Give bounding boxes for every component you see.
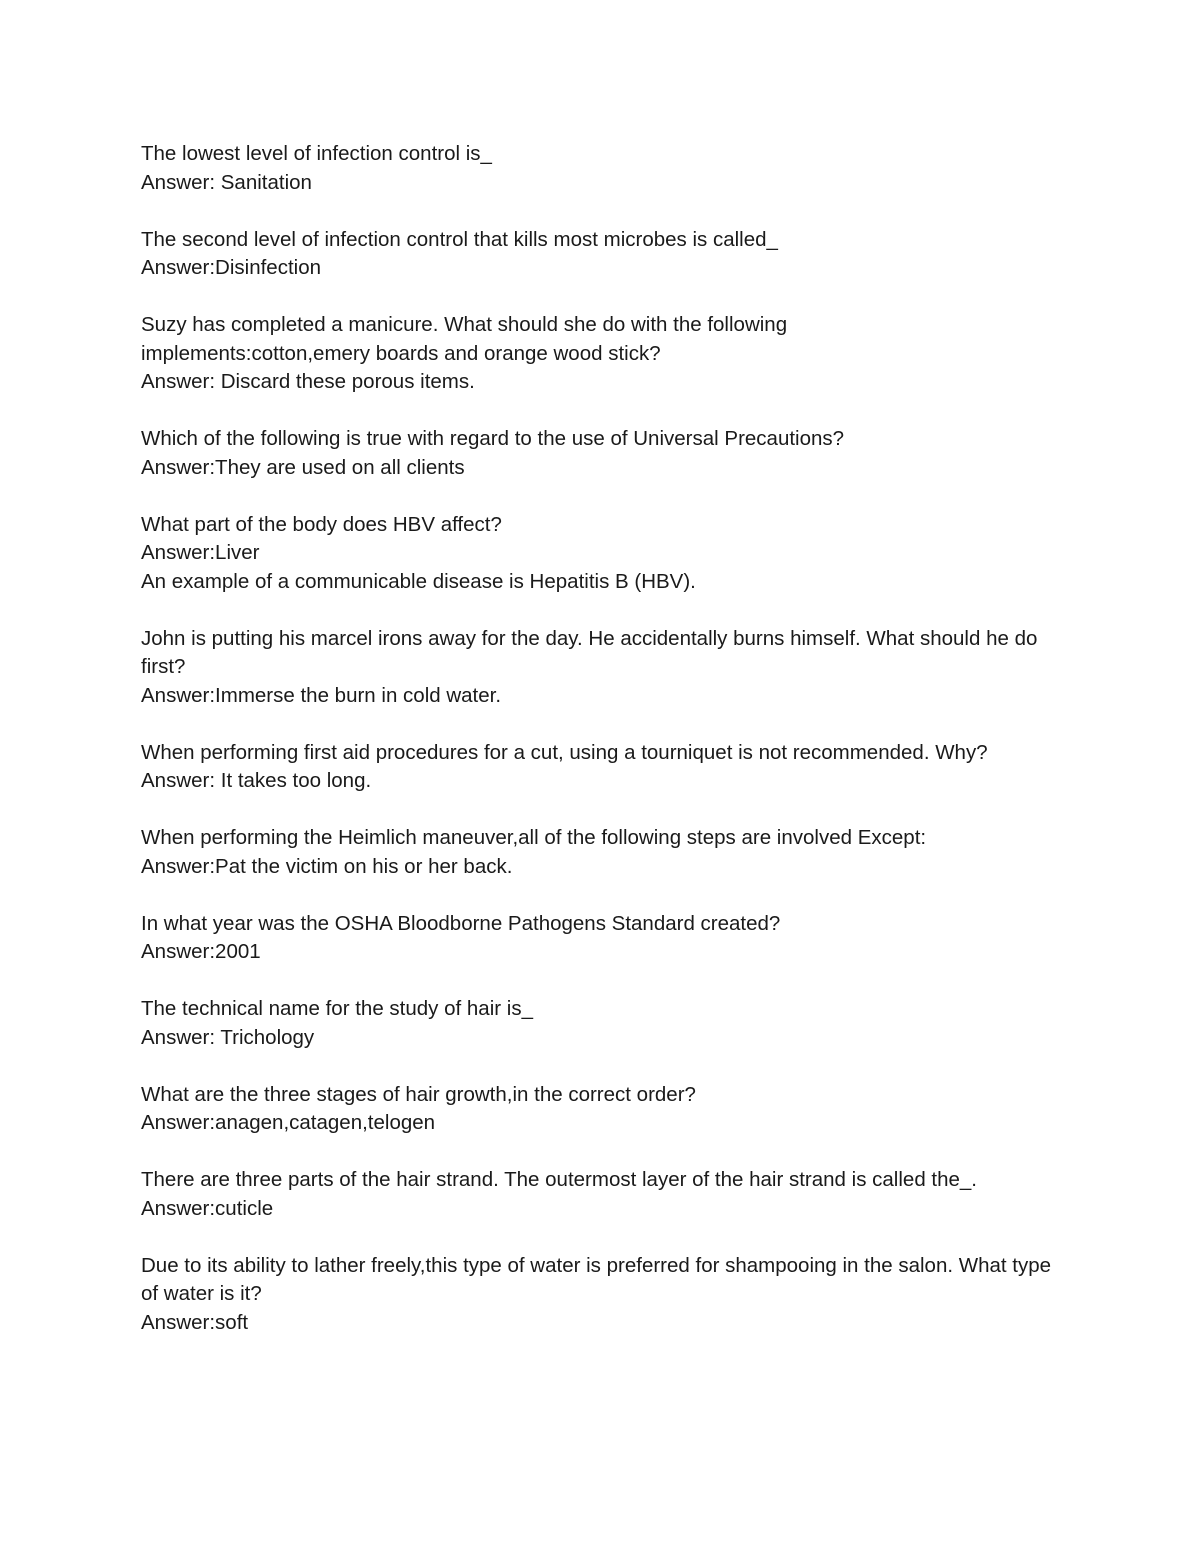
answer-text: Answer:cuticle — [141, 1196, 274, 1220]
qa-item-3 — [141, 311, 1071, 397]
answer-text: Answer: Trichology — [141, 1025, 315, 1049]
qa-item-1 — [141, 140, 1071, 197]
answer-text: Answer:2001 — [141, 940, 261, 963]
question-text: Which of the following is true with regard to the use of Universal Precautions? — [141, 427, 845, 450]
qa-item-2 — [141, 226, 1071, 283]
question-text: When performing first aid procedures for a cut, using a tourniquet is not recommended. Why? — [141, 740, 988, 764]
question-text: John is putting his marcel irons away for the day. He accidentally burns himself. What should he do first? — [141, 626, 1038, 678]
qa-item-4 — [141, 425, 1071, 482]
question-text: There are three parts of the hair strand. The outermost layer of the hair strand is called the_. — [141, 1168, 978, 1191]
answer-text: Answer:Liver — [141, 541, 260, 564]
question-text: What are the three stages of hair growth,in the correct order? — [141, 1082, 696, 1106]
answer-text: Answer: It takes too long. — [141, 769, 372, 792]
qa-item-8 — [141, 824, 1071, 881]
qa-item-9 — [141, 910, 1071, 967]
question-text: The lowest level of infection control is_ — [141, 142, 492, 165]
qa-item-5 — [141, 511, 1071, 597]
note-text: An example of a communicable disease is Hepatitis B (HBV). — [141, 569, 696, 593]
document-page — [141, 140, 1071, 1366]
answer-text: Answer:soft — [141, 1310, 249, 1334]
answer-text: Answer: Sanitation — [141, 170, 312, 194]
question-text: Due to its ability to lather freely,this type of water is preferred for shampooing in the salon. What type of water is it? — [141, 1253, 1052, 1305]
answer-text: Answer:anagen,catagen,telogen — [141, 1111, 436, 1134]
answer-text: Answer:Disinfection — [141, 256, 322, 279]
qa-item-6 — [141, 625, 1071, 711]
question-text: The technical name for the study of hair is_ — [141, 997, 533, 1020]
answer-text: Answer:Immerse the burn in cold water. — [141, 683, 502, 707]
answer-text: Answer: Discard these porous items. — [141, 370, 475, 393]
question-text: The second level of infection control that kills most microbes is called_ — [141, 227, 778, 251]
qa-item-10 — [141, 995, 1071, 1052]
qa-item-12 — [141, 1166, 1071, 1223]
question-text: When performing the Heimlich maneuver,all of the following steps are involved Except: — [141, 826, 927, 849]
qa-item-7 — [141, 739, 1071, 796]
answer-text: Answer:They are used on all clients — [141, 455, 465, 479]
qa-item-13 — [141, 1252, 1071, 1338]
answer-text: Answer:Pat the victim on his or her back. — [141, 854, 513, 878]
qa-item-11 — [141, 1081, 1071, 1138]
question-text: In what year was the OSHA Bloodborne Pathogens Standard created? — [141, 911, 781, 935]
question-text: Suzy has completed a manicure. What should she do with the following implements:cotton,emery boards and orange wood stick? — [141, 313, 788, 365]
question-text: What part of the body does HBV affect? — [141, 512, 502, 536]
